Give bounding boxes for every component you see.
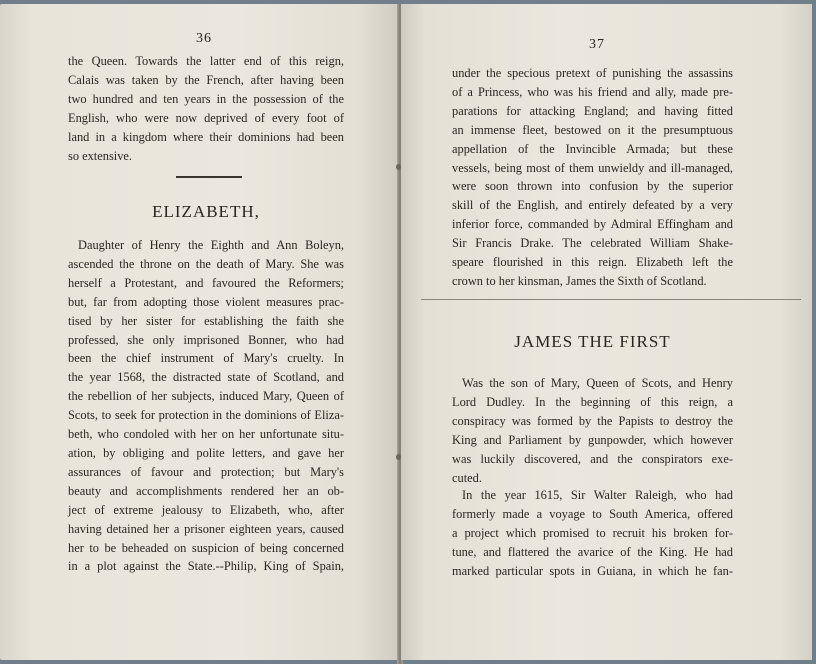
text-line: an immense fleet, bestowed on it the presumptuous [452,122,733,137]
section-divider [421,299,801,300]
text-line: tune, and flattered the avarice of the King. He had [452,544,733,559]
text-line: Was the son of Mary, Queen of Scots, and Henry [462,376,733,390]
text-line: cuted. [452,470,482,485]
right-body-paragraph [452,374,733,487]
left-page-number: 36 [196,31,212,46]
text-line: Lord Dudley. In the beginning of this reign, a [452,394,733,409]
text-line: parations for attacking England; and having fitted [452,103,733,118]
text-line: land in a kingdom where their dominions had been [68,129,344,144]
text-line: skill of the English, and entirely defeated by a very [452,198,733,213]
text-line: appellation of the Invincible Armada; but these [452,141,733,156]
text-line: two hundred and ten years in the possession of the [68,91,344,106]
right-body-paragraph-2 [452,486,733,581]
text-line: the Queen. Towards the latter end of this reign, [68,54,344,68]
right-page-number: 37 [589,37,605,52]
text-line: English, who were now deprived of every foot of [68,110,344,125]
section-heading-james-the-first: JAMES THE FIRST [514,332,671,351]
text-line: ject of extreme jealousy to Elizabeth, who, after [68,502,344,517]
text-line: were soon thrown into confusion by the superior [452,179,733,194]
text-line: vessels, being most of them unwieldy and ill-managed, [452,160,733,175]
text-line: crown to her kinsman, James the Sixth of Scotland. [452,273,707,288]
text-line: Daughter of Henry the Eighth and Ann Boleyn, [78,238,344,252]
text-line: beauty and accomplishments rendered her an ob- [68,483,344,498]
text-line: professed, she only imprisoned Bonner, who had [68,332,344,347]
text-line: of a Princess, who was his friend and ally, made pre- [452,84,733,99]
text-line: marked particular spots in Guiana, in which he fan- [452,563,733,578]
text-line: assurances of favour and protection; but Mary's [68,464,344,479]
text-line: the rebellion of her subjects, induced Mary, Queen of [68,389,344,404]
left-page [0,4,399,660]
text-line: beth, who condoled with her on her unfortunate situ- [68,427,344,442]
text-line: her to be beheaded on suspicion of being concerned [68,540,344,555]
text-line: Scots, to seek for protection in the dominions of Eliza- [68,408,344,423]
section-divider [176,176,242,178]
text-line: speare flourished in this reign. Elizabeth left the [452,255,733,270]
text-line: formerly made a voyage to South America, offered [452,506,733,521]
section-heading-elizabeth: ELIZABETH, [152,202,260,221]
text-line: a project which promised to recruit his broken for- [452,525,733,540]
text-line: under the specious pretext of punishing the assassins [452,66,733,80]
left-body-paragraph [68,236,344,576]
text-line: herself a Protestant, and favoured the Reformers; [68,275,344,290]
text-line: King and Parliament by gunpowder, which however [452,432,733,447]
open-book [0,4,816,664]
text-line: was luckily discovered, and the conspirators exe- [452,451,733,466]
text-line: so extensive. [68,148,133,163]
text-line: been the chief instrument of Mary's cruelty. In [68,351,344,366]
left-intro-paragraph [68,52,344,165]
text-line: ascended the throne on the death of Mary. She was [68,256,344,271]
text-line: conspiracy was formed by the Papists to destroy the [452,413,733,428]
text-line: ation, by obliging and polite letters, and gave her [68,445,344,460]
text-line: but, far from adopting those violent measures prac- [68,294,344,309]
text-line: the year 1568, the distracted state of Scotland, and [68,370,344,385]
text-line: tised by her sister for establishing the faith she [68,313,344,328]
text-line: in a plot against the State.--Philip, King of Spain, [68,559,344,574]
right-page [401,4,812,660]
text-line: inferior force, commanded by Admiral Effingham and [452,217,733,232]
text-line: Sir Francis Drake. The celebrated William Shake- [452,236,733,251]
right-intro-paragraph [452,64,733,291]
text-line: In the year 1615, Sir Walter Raleigh, who had [462,488,733,502]
text-line: having detained her a prisoner eighteen years, caused [68,521,344,536]
text-line: Calais was taken by the French, after having been [68,72,344,87]
